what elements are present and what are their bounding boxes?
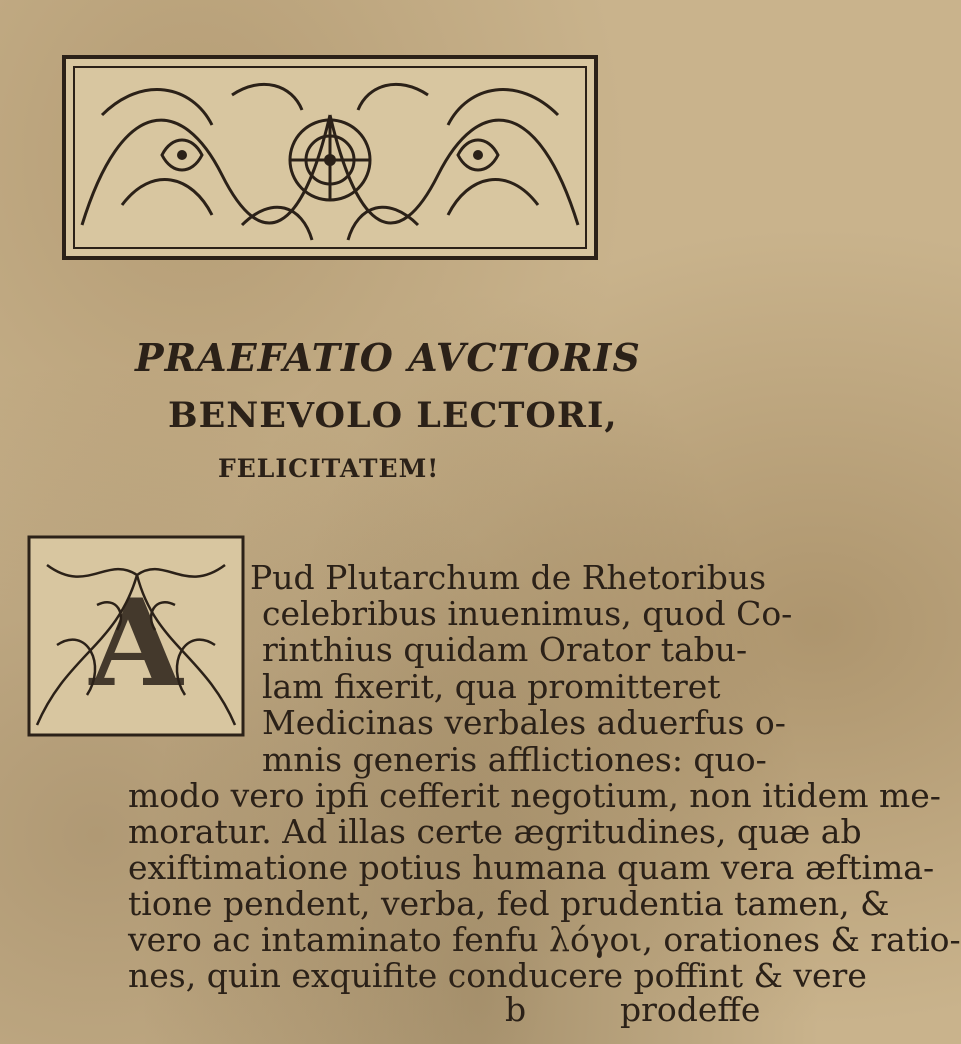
ornamental-headpiece: [62, 55, 598, 260]
text-line: modo vero ipfi cefferit negotium, non itidem me-: [128, 776, 941, 815]
text-line: celebribus inuenimus, quod Co-: [262, 594, 793, 633]
signature-mark: b: [505, 990, 527, 1029]
catchword: prodeffe: [620, 990, 761, 1029]
text-line: tione pendent, verba, fed prudentia tamen, &: [128, 884, 890, 923]
text-line: Medicinas verbales aduerfus o-: [262, 703, 786, 742]
decorated-initial: [27, 535, 245, 737]
text-line: rinthius quidam Orator tabu-: [262, 630, 748, 669]
text-line: Pud Plutarchum de Rhetoribus: [250, 558, 767, 597]
text-line: lam fixerit, qua promitteret: [262, 667, 721, 706]
text-line: vero ac intaminato fenfu λόγοι, orationes & ratio-: [128, 920, 961, 959]
title-line-3: FELICITATEM!: [218, 454, 440, 483]
text-line: mnis generis afflictiones: quo-: [262, 740, 767, 779]
text-line: moratur. Ad illas certe ægritudines, quæ ab: [128, 812, 862, 851]
text-line: exiftimatione potius humana quam vera æftima-: [128, 848, 935, 887]
svg-text:A: A: [89, 573, 183, 714]
title-line-1: PRAEFATIO AVCTORIS: [135, 335, 641, 380]
text-line: nes, quin exquifite conducere poffint & vere: [128, 956, 867, 995]
title-line-2: BENEVOLO LECTORI,: [168, 395, 618, 436]
